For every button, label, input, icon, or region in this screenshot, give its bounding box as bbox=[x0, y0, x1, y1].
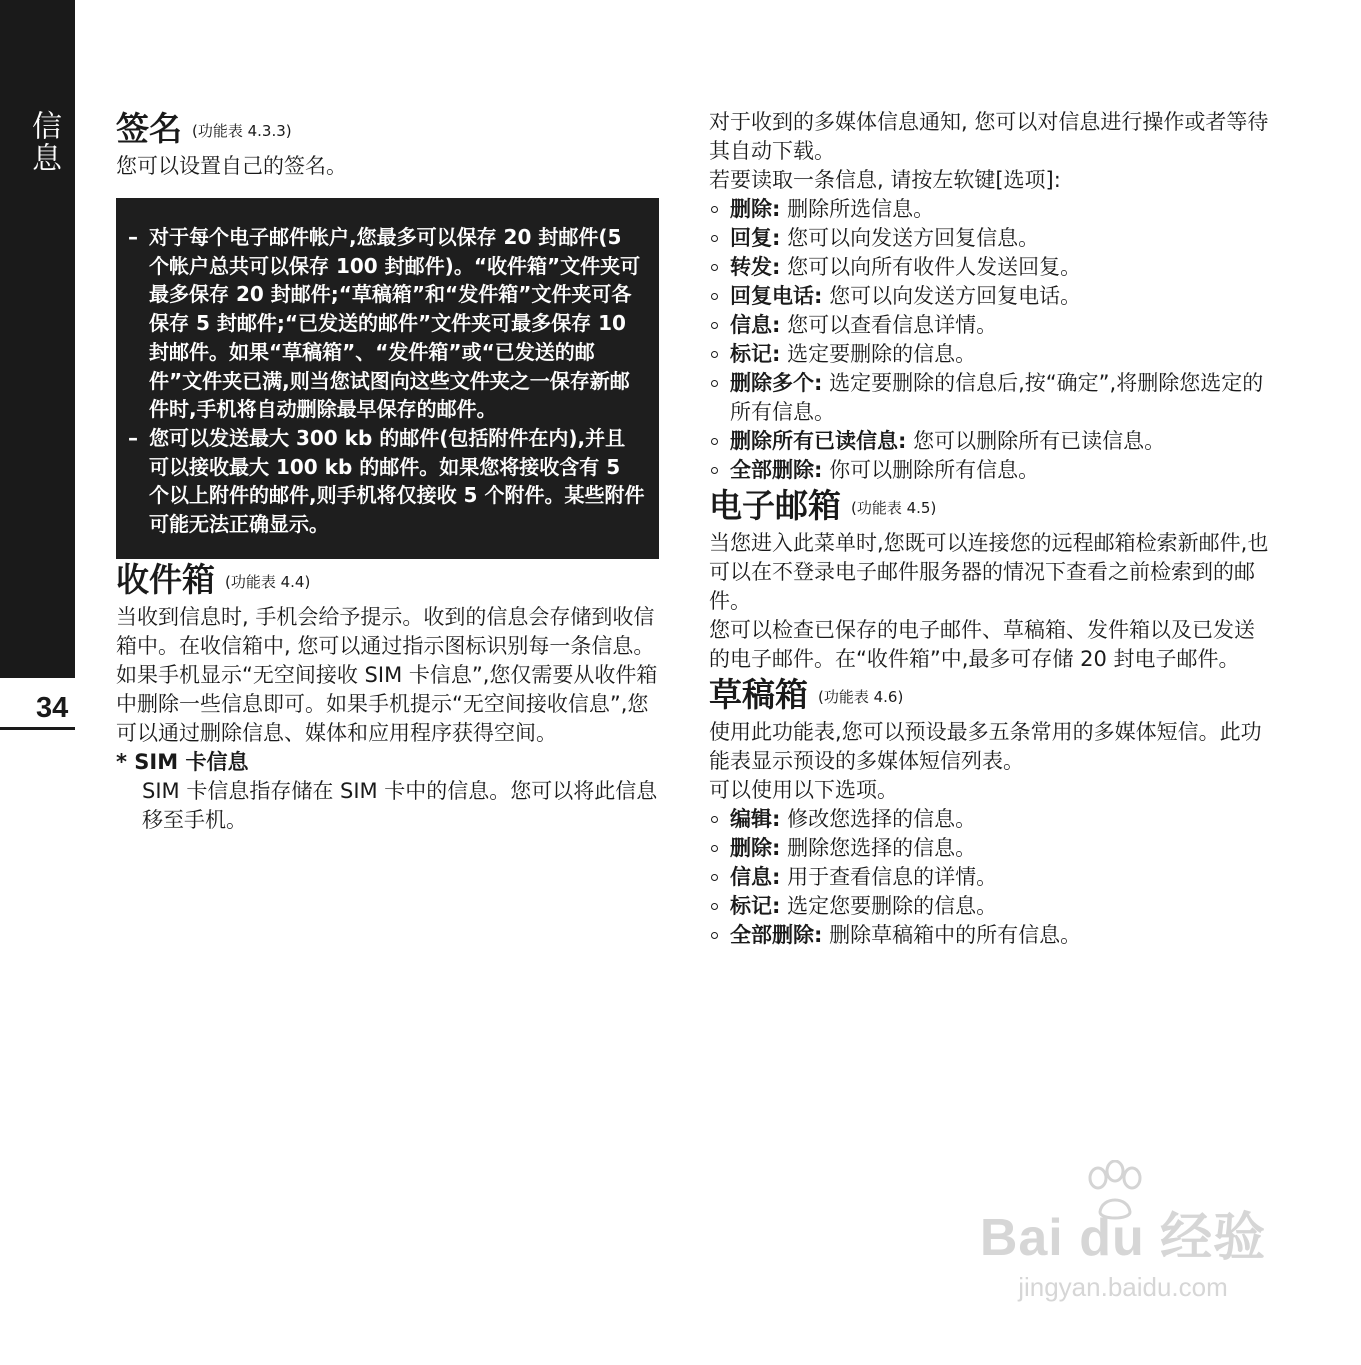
side-tab-label: 信息 bbox=[26, 110, 61, 174]
list-item bbox=[709, 224, 1269, 253]
option-label: 删除所有已读信息: bbox=[730, 429, 907, 453]
mms-intro: 对于收到的多媒体信息通知, 您可以对信息进行操作或者等待其自动下载。 bbox=[709, 110, 1269, 163]
option-desc: 您可以向发送方回复信息。 bbox=[787, 226, 1040, 250]
option-label: 回复电话: bbox=[730, 284, 823, 308]
bullet-icon bbox=[711, 467, 718, 474]
list-item bbox=[709, 282, 1269, 311]
option-desc: 您可以删除所有已读信息。 bbox=[913, 429, 1166, 453]
option-label: 标记: bbox=[730, 894, 781, 918]
inbox-heading bbox=[116, 559, 661, 603]
dash-marker: – bbox=[128, 425, 138, 450]
inbox-title: 收件箱 bbox=[116, 559, 215, 599]
email-limits-note bbox=[116, 198, 659, 559]
email-title: 电子邮箱 bbox=[709, 486, 841, 525]
option-label: 删除: bbox=[730, 836, 781, 860]
note-item-text: 对于每个电子邮件帐户,您最多可以保存 20 封邮件(5 个帐户总共可以保存 100 封邮件)。“收件箱”文件夹可最多保存 20 封邮件;“草稿箱”和“发件箱”文件夹可各保存 5 封邮件;“已发送的邮件”文件夹可最多保存 10 封邮件。如果“草稿箱”、“发件箱”或“已发送的邮件”文件夹已满,则当您试图向这些文件夹之一保存新邮件时,手机将自动删除最早保存的邮件。 bbox=[149, 225, 641, 422]
list-item bbox=[709, 892, 1269, 921]
bullet-icon bbox=[711, 816, 718, 823]
email-para-2: 您可以检查已保存的电子邮件、草稿箱、发件箱以及已发送的电子邮件。在“收件箱”中,最多可存储 20 封电子邮件。 bbox=[709, 618, 1255, 671]
option-label: 信息: bbox=[730, 313, 781, 337]
note-item bbox=[128, 424, 645, 539]
drafts-title: 草稿箱 bbox=[709, 675, 808, 714]
right-column bbox=[709, 108, 1269, 950]
list-item bbox=[709, 340, 1269, 369]
option-label: 信息: bbox=[730, 865, 781, 889]
option-label: 转发: bbox=[730, 255, 781, 279]
inbox-para-1: 当收到信息时, 手机会给予提示。收到的信息会存储到收信箱中。在收信箱中, 您可以通过指示图标识别每一条信息。 bbox=[116, 604, 655, 658]
inbox-options-list bbox=[709, 195, 1269, 485]
list-item bbox=[709, 427, 1269, 456]
signature-title: 签名 bbox=[116, 109, 182, 148]
list-item bbox=[709, 311, 1269, 340]
page-number-rule bbox=[0, 727, 75, 730]
list-item bbox=[709, 369, 1269, 427]
option-desc: 您可以查看信息详情。 bbox=[787, 313, 998, 337]
option-desc: 你可以删除所有信息。 bbox=[829, 458, 1040, 482]
email-heading bbox=[709, 485, 1269, 529]
bullet-icon bbox=[711, 874, 718, 881]
list-item bbox=[709, 195, 1269, 224]
inbox-menu-ref: (功能表 4.4) bbox=[225, 572, 311, 591]
option-desc: 您可以向发送方回复电话。 bbox=[829, 284, 1082, 308]
bullet-icon bbox=[711, 932, 718, 939]
option-desc: 选定您要删除的信息。 bbox=[787, 894, 998, 918]
drafts-para-1: 使用此功能表,您可以预设最多五条常用的多媒体短信。此功能表显示预设的多媒体短信列表。 bbox=[709, 720, 1262, 773]
baidu-watermark bbox=[968, 1160, 1278, 1310]
signature-heading bbox=[116, 108, 661, 152]
option-desc: 删除您选择的信息。 bbox=[787, 836, 977, 860]
bullet-icon bbox=[711, 438, 718, 445]
drafts-heading bbox=[709, 674, 1269, 718]
list-item bbox=[709, 456, 1269, 485]
option-label: 回复: bbox=[730, 226, 781, 250]
list-item bbox=[709, 253, 1269, 282]
option-label: 全部删除: bbox=[730, 458, 823, 482]
option-label: 删除: bbox=[730, 197, 781, 221]
option-desc: 删除草稿箱中的所有信息。 bbox=[829, 923, 1082, 947]
bullet-icon bbox=[711, 206, 718, 213]
bullet-icon bbox=[711, 845, 718, 852]
option-label: 编辑: bbox=[730, 807, 781, 831]
sim-card-text: SIM 卡信息指存储在 SIM 卡中的信息。您可以将此信息移至手机。 bbox=[142, 778, 658, 832]
left-column bbox=[116, 108, 661, 835]
bullet-icon bbox=[711, 903, 718, 910]
list-item bbox=[709, 863, 1269, 892]
signature-text: 您可以设置自己的签名。 bbox=[116, 154, 347, 178]
bullet-icon bbox=[711, 322, 718, 329]
email-para-1: 当您进入此菜单时,您既可以连接您的远程邮箱检索新邮件,也可以在不登录电子邮件服务器的情况下查看之前检索到的邮件。 bbox=[709, 531, 1269, 613]
drafts-para-2: 可以使用以下选项。 bbox=[709, 778, 898, 802]
list-item bbox=[709, 921, 1269, 950]
signature-menu-ref: (功能表 4.3.3) bbox=[192, 122, 292, 140]
option-label: 全部删除: bbox=[730, 923, 823, 947]
bullet-icon bbox=[711, 264, 718, 271]
option-label: 标记: bbox=[730, 342, 781, 366]
dash-marker: – bbox=[128, 225, 138, 249]
page-number: 34 bbox=[36, 692, 69, 724]
bullet-icon bbox=[711, 380, 718, 387]
email-menu-ref: (功能表 4.5) bbox=[851, 499, 937, 517]
option-desc: 选定要删除的信息后,按“确定”,将删除您选定的所有信息。 bbox=[730, 371, 1264, 424]
note-item-text: 您可以发送最大 300 kb 的邮件(包括附件在内),并且可以接收最大 100 kb 的邮件。如果您将接收含有 5 个以上附件的邮件,则手机将仅接收 5 个附件。某些附件可能无法正确显示。 bbox=[149, 425, 645, 537]
read-instruction: 若要读取一条信息, 请按左软键[选项]: bbox=[709, 168, 1061, 192]
list-item bbox=[709, 834, 1269, 863]
inbox-para-2: 如果手机显示“无空间接收 SIM 卡信息”,您仅需要从收件箱中删除一些信息即可。如果手机提示“无空间接收信息”,您可以通过删除信息、媒体和应用程序获得空间。 bbox=[116, 662, 658, 745]
watermark-brand: Bai du 经验 bbox=[979, 1209, 1267, 1267]
option-desc: 您可以向所有收件人发送回复。 bbox=[787, 255, 1082, 279]
option-desc: 用于查看信息的详情。 bbox=[787, 865, 998, 889]
side-tab bbox=[0, 0, 75, 678]
list-item bbox=[709, 805, 1269, 834]
drafts-menu-ref: (功能表 4.6) bbox=[818, 688, 904, 706]
note-item bbox=[128, 223, 645, 424]
sim-card-subheading: * SIM 卡信息 bbox=[116, 749, 249, 774]
drafts-options-list bbox=[709, 805, 1269, 950]
bullet-icon bbox=[711, 293, 718, 300]
bullet-icon bbox=[711, 351, 718, 358]
bullet-icon bbox=[711, 235, 718, 242]
option-desc: 删除所选信息。 bbox=[787, 197, 935, 221]
option-label: 删除多个: bbox=[730, 371, 823, 395]
watermark-url: jingyan.baidu.com bbox=[1018, 1272, 1228, 1302]
option-desc: 选定要删除的信息。 bbox=[787, 342, 977, 366]
option-desc: 修改您选择的信息。 bbox=[787, 807, 977, 831]
